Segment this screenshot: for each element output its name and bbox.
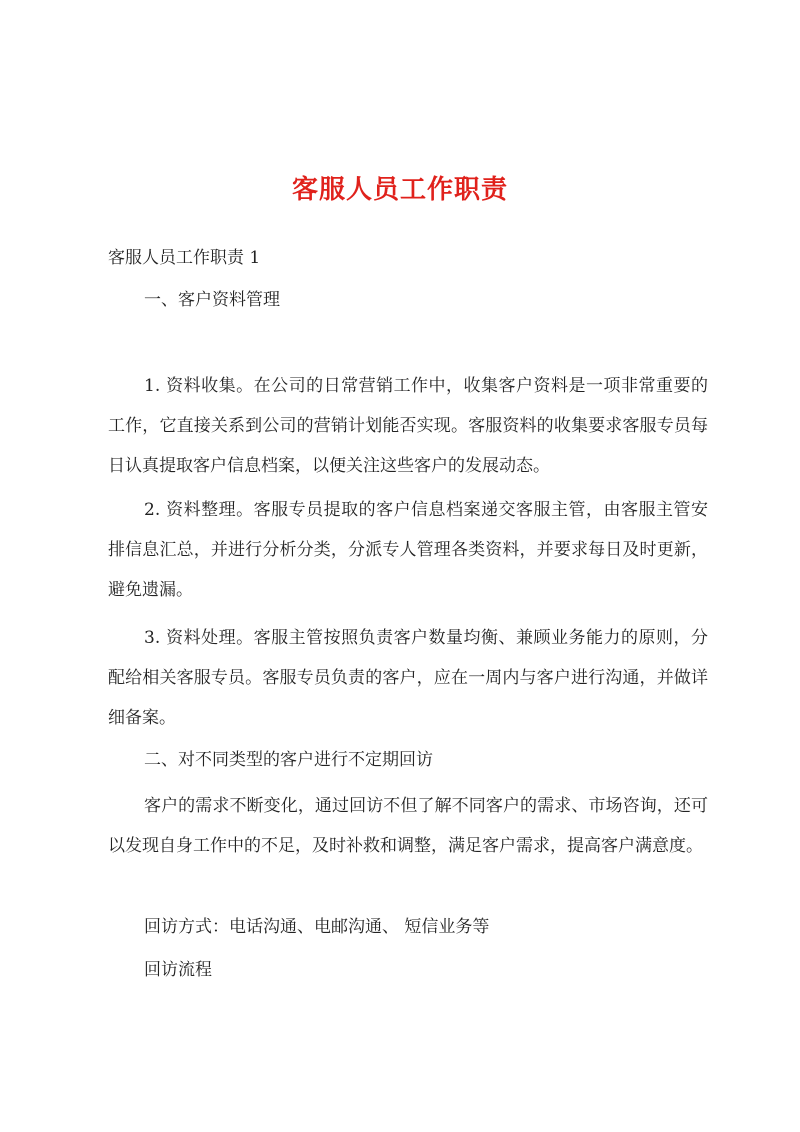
section-heading-2: 二、对不同类型的客户进行不定期回访 xyxy=(144,750,433,770)
visit-methods-line: 回访方式：电话沟通、电邮沟通、 短信业务等 xyxy=(144,917,490,937)
paragraph-2: 2. 资料整理。客服专员提取的客户信息档案递交客服主管，由客服主管安排信息汇总，并进行分析分类，分派专人管理各类资料，并要求每日及时更新，避免遗漏。 xyxy=(108,500,708,600)
visit-process-line: 回访流程 xyxy=(144,960,212,980)
paragraph-4: 客户的需求不断变化，通过回访不但了解不同客户的需求、市场咨询，还可以发现自身工作中的不足，及时补救和调整，满足客户需求，提高客户满意度。 xyxy=(108,796,708,856)
paragraph-1: 1. 资料收集。在公司的日常营销工作中，收集客户资料是一项非常重要的工作，它直接关系到公司的营销计划能否实现。客服资料的收集要求客服专员每日认真提取客户信息档案，以便关注这些客户的发展动态。 xyxy=(108,376,708,476)
document-title: 客服人员工作职责 xyxy=(291,175,508,205)
paragraph-3: 3. 资料处理。客服主管按照负责客户数量均衡、兼顾业务能力的原则，分配给相关客服专员。客服专员负责的客户，应在一周内与客户进行沟通，并做详细备案。 xyxy=(108,628,708,728)
document-subtitle: 客服人员工作职责 1 xyxy=(108,248,261,268)
section-heading-1: 一、客户资料管理 xyxy=(144,290,280,310)
